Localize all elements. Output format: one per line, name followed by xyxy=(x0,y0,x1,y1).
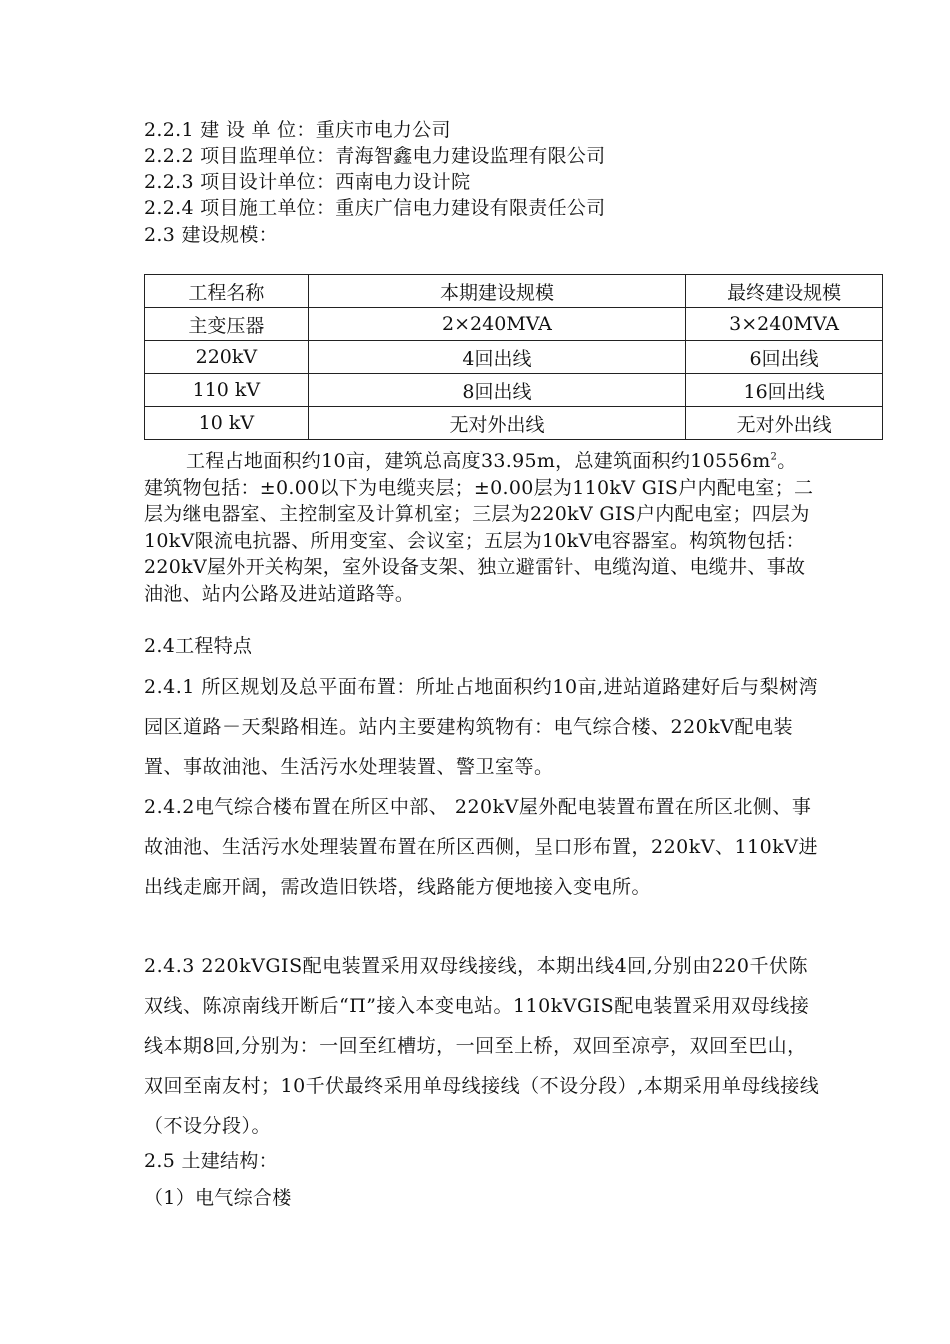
paragraph-2-4-1: 2.4.1 所区规划及总平面布置：所址占地面积约10亩,进站道路建好后与梨树湾园区道路－天梨路相连。站内主要建构筑物有：电气综合楼、220kV配电装置、事故油池、生活污水处理装置、警卫室等。 xyxy=(144,676,819,778)
unit-construction: 2.2.1 建 设 单 位：重庆市电力公司 xyxy=(144,119,451,141)
table-cell: 110 kV xyxy=(145,374,309,407)
table-cell: 无对外出线 xyxy=(308,407,685,440)
construction-scale-table xyxy=(144,274,883,440)
paragraph-2-4-3: 2.4.3 220kVGIS配电装置采用双母线接线，本期出线4回,分别由220千伏陈双线、陈凉南线开断后“Π”接入本变电站。110kVGIS配电装置采用双母线接线本期8回,分别为：一回至红槽坊，一回至上桥，双回至凉亭，双回至巴山，双回至南友村；10千伏最终采用单母线接线（不设分段）,本期采用单母线接线（不设分段）。 xyxy=(144,955,820,1137)
unit-design: 2.2.3 项目设计单位：西南电力设计院 xyxy=(144,171,471,193)
section-2-5-title: 2.5 土建结构： xyxy=(144,1150,278,1172)
table-cell: 6回出线 xyxy=(686,341,883,374)
table-cell: 220kV xyxy=(145,341,309,374)
unit-supervision: 2.2.2 项目监理单位：青海智鑫电力建设监理有限公司 xyxy=(144,145,606,167)
superscript-2: 2 xyxy=(770,451,778,463)
table-cell: 2×240MVA xyxy=(308,308,685,341)
unit-contractor: 2.2.4 项目施工单位：重庆广信电力建设有限责任公司 xyxy=(144,197,606,219)
section-2-4-title: 2.4工程特点 xyxy=(144,635,253,657)
table-cell: 无对外出线 xyxy=(686,407,883,440)
table-cell: 3×240MVA xyxy=(686,308,883,341)
table-cell: 10 kV xyxy=(145,407,309,440)
table-row xyxy=(145,308,883,341)
scale-text-part1: 工程占地面积约10亩，建筑总高度33.95m，总建筑面积约10556m xyxy=(186,450,771,472)
scale-text-part2: 。建筑物包括：±0.00以下为电缆夹层；±0.00层为110kV GIS户内配电室；二层为继电器室、主控制室及计算机室；三层为220kV GIS户内配电室；四层为10kV限流电抗器、所用变室、会议室；五层为10kV电容器室。构筑物包括：220kV屋外开关构架，室外设备支架、独立避雷针、电缆沟道、电缆井、事故油池、站内公路及进站道路等。 xyxy=(144,450,814,605)
section-2-3-title: 2.3 建设规模： xyxy=(144,224,278,246)
table-header-cell: 工程名称 xyxy=(145,275,309,308)
table-cell: 8回出线 xyxy=(308,374,685,407)
paragraph-2-4-2: 2.4.2电气综合楼布置在所区中部、 220kV屋外配电装置布置在所区北侧、事故油池、生活污水处理装置布置在所区西侧，呈口形布置，220kV、110kV进出线走廊开阔，需改造旧铁塔，线路能方便地接入变电所。 xyxy=(144,796,819,898)
scale-description-paragraph xyxy=(144,448,814,607)
table-header-cell: 本期建设规模 xyxy=(308,275,685,308)
table-row xyxy=(145,407,883,440)
table-header-cell: 最终建设规模 xyxy=(686,275,883,308)
table-cell: 16回出线 xyxy=(686,374,883,407)
item-1-electrical-building: （1）电气综合楼 xyxy=(144,1187,292,1209)
table-cell: 4回出线 xyxy=(308,341,685,374)
table-row xyxy=(145,374,883,407)
table-cell: 主变压器 xyxy=(145,308,309,341)
table-row xyxy=(145,341,883,374)
table-header-row xyxy=(145,275,883,308)
